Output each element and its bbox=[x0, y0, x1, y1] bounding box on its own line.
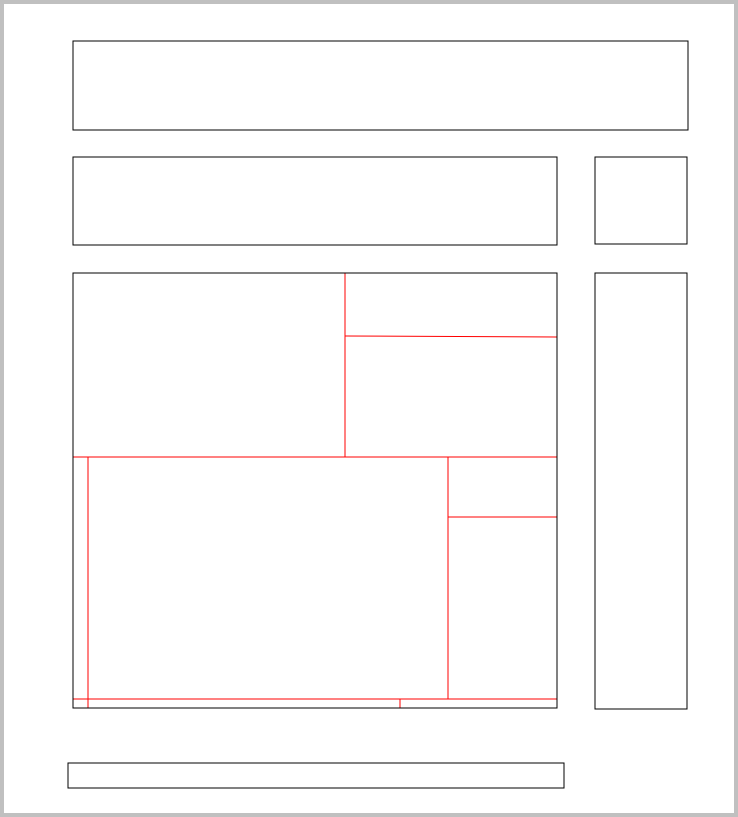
east-west-panel bbox=[73, 157, 557, 245]
east-west-frame bbox=[73, 157, 557, 245]
time-height-frame bbox=[73, 41, 688, 130]
colorbar-frame bbox=[68, 763, 564, 788]
plan-view-panel bbox=[73, 273, 557, 708]
north-south-panel bbox=[595, 273, 687, 709]
figure-frame bbox=[4, 4, 734, 813]
plan-view-frame bbox=[73, 273, 557, 708]
state-boundaries bbox=[73, 273, 557, 708]
histogram-panel bbox=[595, 157, 687, 244]
colorbar bbox=[68, 763, 564, 788]
histogram-frame bbox=[595, 157, 687, 244]
time-height-panel bbox=[73, 41, 688, 130]
north-south-frame bbox=[595, 273, 687, 709]
figure-canvas bbox=[4, 4, 734, 813]
